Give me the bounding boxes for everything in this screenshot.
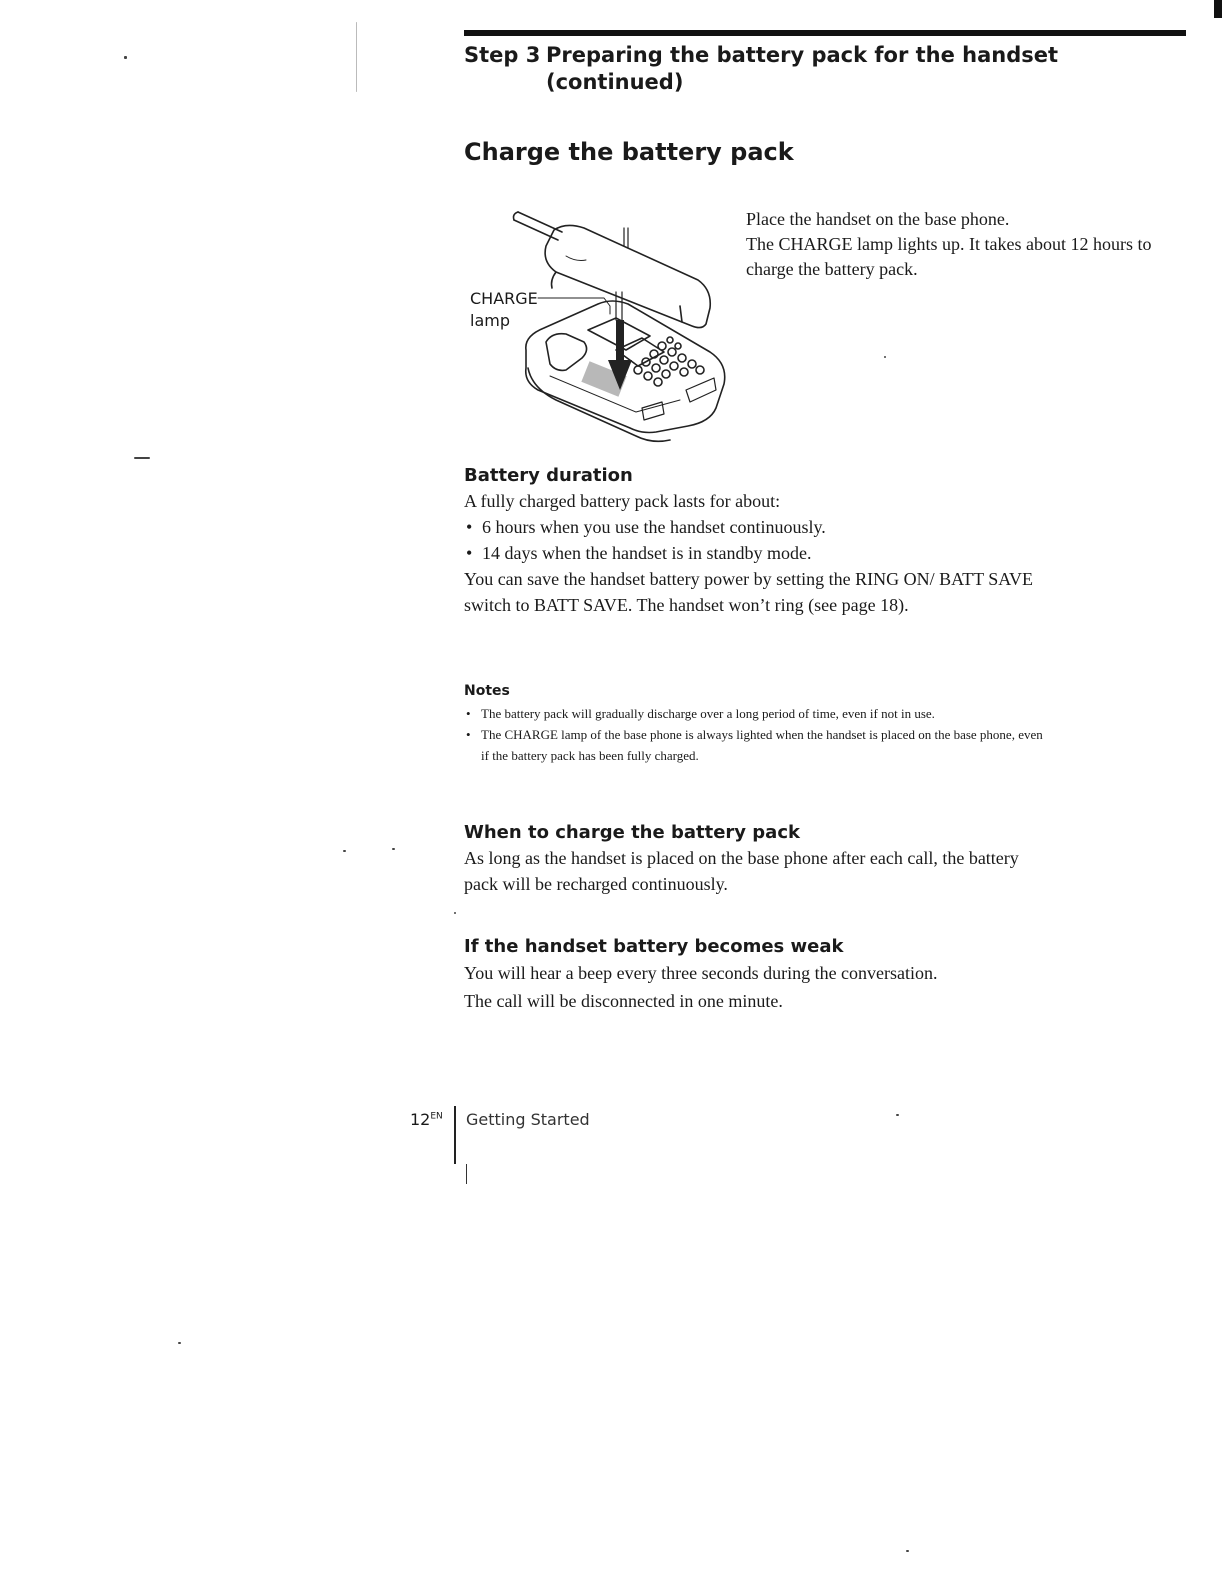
notes-list bbox=[464, 703, 1044, 766]
step-continued: (continued) bbox=[546, 70, 684, 94]
page-number bbox=[410, 1110, 443, 1129]
scan-speck bbox=[343, 850, 346, 852]
list-item: • The battery pack will gradually discharge over a long period of time, even if not in use. bbox=[464, 703, 1044, 724]
section-title: Charge the battery pack bbox=[464, 138, 794, 166]
step-title: Preparing the battery pack for the handset bbox=[546, 43, 1059, 67]
charge-lamp-label-line2: lamp bbox=[470, 311, 510, 330]
scan-speck bbox=[454, 912, 456, 914]
scan-speck bbox=[392, 848, 395, 850]
battery-duration-tail: You can save the handset battery power by setting the RING ON/ BATT SAVE switch to BATT SAVE. The handset won’t ring (see page 18). bbox=[464, 569, 1033, 615]
charge-lamp-label-line1: CHARGE bbox=[470, 289, 538, 308]
intro-line1: Place the handset on the base phone. bbox=[746, 209, 1010, 229]
scan-speck bbox=[896, 1114, 899, 1116]
page-number-value: 12 bbox=[410, 1110, 431, 1129]
scan-speck bbox=[178, 1342, 181, 1344]
battery-duration-heading: Battery duration bbox=[464, 465, 633, 486]
weak-battery-heading: If the handset battery becomes weak bbox=[464, 936, 844, 957]
header-rule bbox=[464, 30, 1186, 36]
when-to-charge-text bbox=[464, 845, 1044, 897]
list-item: • The CHARGE lamp of the base phone is always lighted when the handset is placed on the base phone, even if the battery pack has been fully charged. bbox=[464, 724, 1044, 766]
when-to-charge-paragraph: As long as the handset is placed on the base phone after each call, the battery pack will be recharged continuously. bbox=[464, 848, 1019, 894]
list-item: • 6 hours when you use the handset continuously. bbox=[464, 514, 1044, 540]
corner-tab-mark bbox=[1214, 0, 1222, 18]
charge-lamp-label bbox=[470, 288, 538, 332]
scan-speck bbox=[124, 56, 127, 59]
footer-divider bbox=[454, 1106, 456, 1164]
scan-speck bbox=[906, 1550, 909, 1552]
battery-duration-list bbox=[464, 514, 1044, 566]
when-to-charge-heading: When to charge the battery pack bbox=[464, 822, 800, 843]
scan-streak bbox=[356, 22, 357, 92]
notes-heading: Notes bbox=[464, 683, 510, 699]
weak-battery-line2: The call will be disconnected in one minute. bbox=[464, 991, 783, 1011]
step-heading bbox=[464, 42, 1058, 96]
intro-text bbox=[746, 207, 1156, 282]
weak-battery-line1: You will hear a beep every three seconds during the conversation. bbox=[464, 963, 938, 983]
footer-divider-lower bbox=[466, 1164, 467, 1184]
battery-duration-lead: A fully charged battery pack lasts for about: bbox=[464, 491, 781, 511]
list-item: • 14 days when the handset is in standby mode. bbox=[464, 540, 1044, 566]
footer-section-name: Getting Started bbox=[466, 1110, 590, 1129]
scan-speck bbox=[134, 457, 150, 459]
battery-duration-body bbox=[464, 488, 1044, 618]
page-number-suffix: EN bbox=[430, 1111, 443, 1122]
weak-battery-text bbox=[464, 960, 1084, 1014]
scan-speck bbox=[884, 356, 886, 358]
step-number: Step 3 bbox=[464, 43, 541, 67]
intro-line2: The CHARGE lamp lights up. It takes about 12 hours to charge the battery pack. bbox=[746, 234, 1152, 279]
